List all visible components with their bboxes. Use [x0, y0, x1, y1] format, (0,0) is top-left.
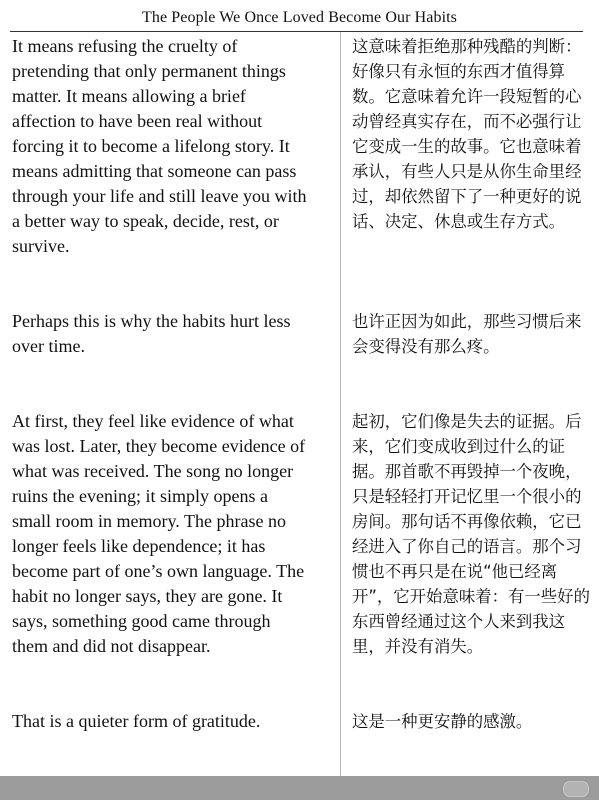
page-header [0, 0, 599, 32]
page-title: The People We Once Loved Become Our Habits [142, 9, 457, 26]
chinese-paragraph-3: 起初，它们像是失去的证据。后来，它们变成收到过什么的证据。那首歌不再毁掉一个夜晚，只是轻轻打开记忆里一个很小的房间。那句话不再像依赖，它已经进入了你自己的语言。那个习惯也不再只是在说“他已经离开”，它开始意味着：有一些好的东西曾经通过这个人来到我这里，并没有消失。 [352, 412, 590, 656]
english-paragraph-1: It means refusing the cruelty of pretending that only permanent things matter. It means allowing a brief affection to have been real without forcing it to become a lifelong story. It means admitting that someone can pass through your life and still leave you with a better way to speak, decide, rest, or survive. [12, 36, 307, 256]
chinese-paragraph-4: 这是一种更安静的感激。 [352, 712, 533, 731]
bottom-bar [0, 776, 599, 800]
watermark-icon [563, 781, 589, 797]
chinese-paragraph-1: 这意味着拒绝那种残酷的判断：好像只有永恒的东西才值得算数。它意味着允许一段短暂的心动曾经真实存在，而不必强行让它变成一生的故事。它也意味着承认，有些人只是从你生命里经过，却依然留下了一种更好的说话、决定、休息或生存方式。 [352, 37, 582, 231]
header-rule [10, 31, 583, 32]
english-paragraph-3: At first, they feel like evidence of what was lost. Later, they become evidence of what was received. The song no longer ruins the evening; it simply opens a small room in memory. The phrase no longer feels like dependence; it has become part of one’s own language. The habit no longer says, they are gone. It says, something good came through them and did not disappear. [12, 411, 306, 656]
chinese-paragraph-2: 也许正因为如此，那些习惯后来会变得没有那么疼。 [352, 312, 582, 356]
column-divider [340, 32, 341, 776]
english-paragraph-2: Perhaps this is why the habits hurt less over time. [12, 311, 291, 356]
english-paragraph-4: That is a quieter form of gratitude. [12, 711, 261, 731]
